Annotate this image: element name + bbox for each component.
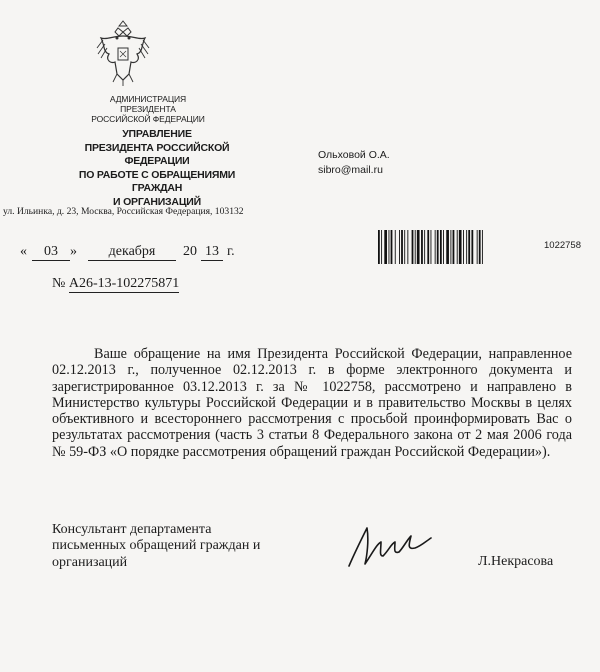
barcode-bar bbox=[395, 230, 396, 264]
registration-number bbox=[52, 276, 179, 292]
barcode-bar bbox=[421, 230, 423, 264]
dept-line: ПО РАБОТЕ С ОБРАЩЕНИЯМИ ГРАЖДАН bbox=[78, 168, 236, 194]
barcode-bar bbox=[399, 230, 400, 264]
sender-department bbox=[62, 128, 252, 209]
date-day: 03 bbox=[32, 244, 70, 261]
dept-line: ПРЕЗИДЕНТА РОССИЙСКОЙ ФЕДЕРАЦИИ bbox=[84, 141, 230, 167]
barcode-bar bbox=[389, 230, 390, 264]
sender-org-line: РОССИЙСКОЙ ФЕДЕРАЦИИ bbox=[91, 114, 205, 124]
barcode-bar bbox=[453, 230, 455, 264]
sender-org-line: АДМИНИСТРАЦИЯ ПРЕЗИДЕНТА bbox=[109, 94, 187, 114]
barcode-bar bbox=[412, 230, 414, 264]
position-line: письменных обращений граждан и bbox=[52, 538, 261, 554]
barcode-bar bbox=[477, 230, 478, 264]
letter-body bbox=[52, 346, 572, 460]
date-open-quote: « bbox=[20, 244, 27, 259]
barcode-bar bbox=[466, 230, 467, 264]
barcode-bar bbox=[384, 230, 387, 264]
dept-line: И ОРГАНИЗАЦИЙ bbox=[113, 195, 201, 208]
number-sign: № bbox=[52, 276, 66, 291]
barcode-bar bbox=[459, 230, 462, 264]
barcode-bar bbox=[437, 230, 439, 264]
barcode-bar bbox=[417, 230, 420, 264]
barcode-number: 1022758 bbox=[544, 240, 581, 251]
barcode-bar bbox=[391, 230, 393, 264]
barcode-bar bbox=[381, 230, 382, 264]
barcode-bar bbox=[407, 230, 408, 264]
sender-address: ул. Ильинка, д. 23, Москва, Российская Федерация, 103132 bbox=[3, 206, 244, 217]
sender-organization bbox=[88, 94, 208, 124]
date-close-quote: » bbox=[70, 244, 77, 259]
date-month: декабря bbox=[88, 244, 176, 261]
coat-of-arms-emblem bbox=[93, 18, 153, 88]
barcode-bar bbox=[446, 230, 449, 264]
recipient-email: sibro@mail.ru bbox=[318, 164, 383, 176]
barcode-bar bbox=[450, 230, 451, 264]
barcode-bar bbox=[443, 230, 444, 264]
date-year-suffix: 13 bbox=[201, 244, 223, 261]
date-year-prefix: 20 bbox=[183, 244, 197, 259]
letter-date bbox=[20, 244, 250, 266]
barcode-bar bbox=[482, 230, 483, 264]
barcode bbox=[378, 230, 538, 264]
barcode-bar bbox=[479, 230, 481, 264]
date-year-mark: г. bbox=[227, 244, 235, 259]
barcode-bar bbox=[378, 230, 380, 264]
barcode-bar bbox=[463, 230, 464, 264]
position-line: Консультант департамента bbox=[52, 522, 212, 537]
barcode-bar bbox=[415, 230, 416, 264]
signatory-position bbox=[52, 522, 312, 571]
handwritten-signature bbox=[345, 522, 435, 572]
barcode-bar bbox=[401, 230, 403, 264]
dept-line: УПРАВЛЕНИЕ bbox=[122, 128, 192, 140]
registration-number-value: А26-13-102275871 bbox=[68, 276, 180, 291]
barcode-bar bbox=[424, 230, 425, 264]
barcode-bar bbox=[471, 230, 473, 264]
barcode-bar bbox=[435, 230, 436, 264]
barcode-bar bbox=[457, 230, 458, 264]
recipient-name: Ольховой О.А. bbox=[318, 149, 390, 161]
position-line: организаций bbox=[52, 554, 128, 570]
barcode-bar bbox=[427, 230, 429, 264]
body-paragraph: Ваше обращение на имя Президента Российской Федерации, направленное 02.12.2013 г., полученное 02.12.2013 г. в форме электронного документа и зарегистрированное 03.12.2013 г. за № 1022758, рассмотрено и направлено в Министерство культуры Российской Федерации и в правительство Москвы в целях объективного и всестороннего рассмотрения с просьбой проинформировать Вас о результатах рассмотрения (часть 3 статьи 8 Федерального закона от 2 мая 2006 года № 59-ФЗ «О порядке рассмотрения обращений граждан Российской Федерации»). bbox=[52, 346, 572, 460]
barcode-bar bbox=[404, 230, 405, 264]
barcode-bar bbox=[440, 230, 442, 264]
barcode-bar bbox=[431, 230, 432, 264]
signatory-name: Л.Некрасова bbox=[478, 554, 554, 569]
barcode-bar bbox=[468, 230, 470, 264]
